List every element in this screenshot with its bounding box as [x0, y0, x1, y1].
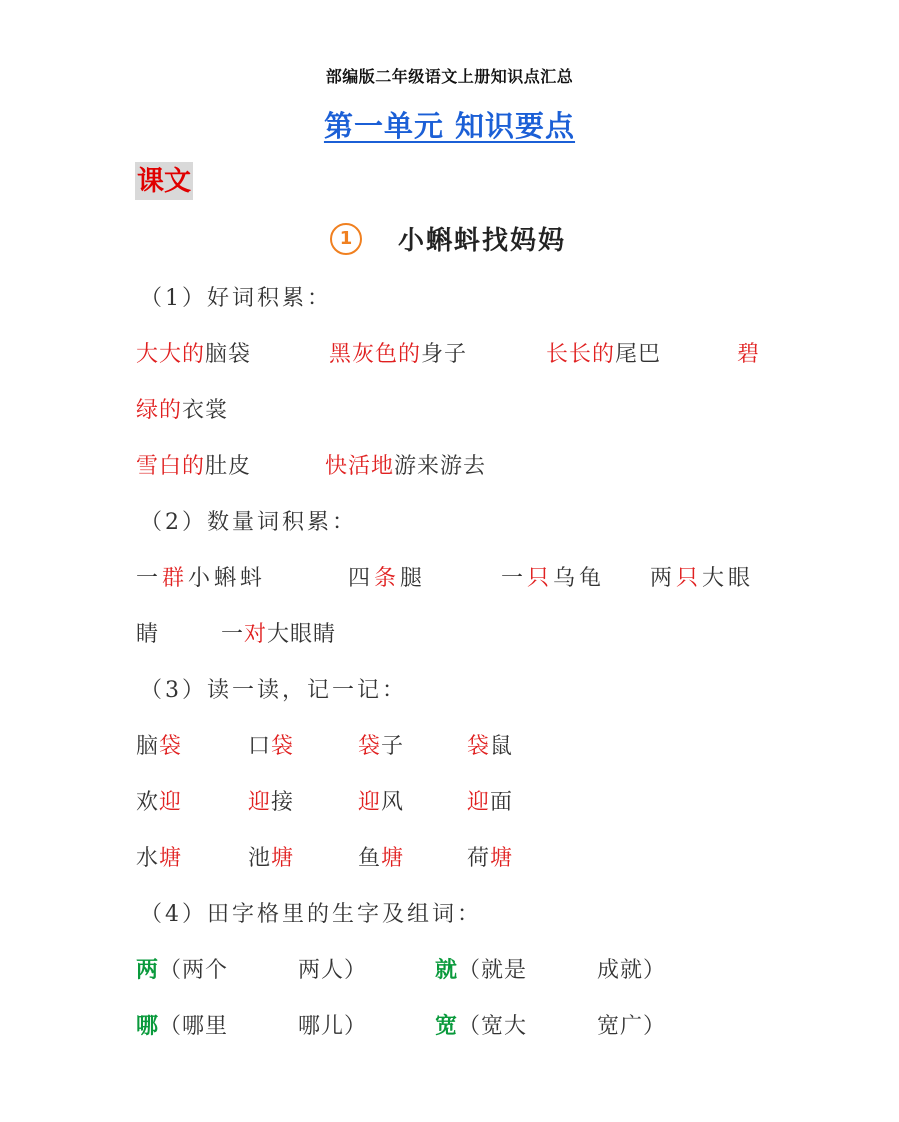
- target-char: 迎: [248, 790, 272, 815]
- phrase-part: 荷: [467, 846, 491, 871]
- phrase-item: [358, 841, 404, 872]
- target-char: 塘: [271, 846, 295, 871]
- phrase-item: [248, 785, 294, 816]
- numeral: 睛: [136, 622, 160, 647]
- word-noun: 游来游去: [394, 454, 487, 479]
- numeral: 一: [136, 566, 163, 591]
- target-char: 塘: [490, 846, 514, 871]
- phrase-part: 风: [381, 790, 405, 815]
- measure-word-item: [501, 561, 605, 592]
- vocab-group: [136, 953, 228, 984]
- phrase-part: 接: [271, 790, 295, 815]
- lesson-title: [330, 220, 566, 257]
- lesson-title-text: 小蝌蚪找妈妈: [398, 226, 567, 256]
- word-item: [546, 337, 661, 368]
- phrase-part: 水: [136, 846, 160, 871]
- word-noun: 脑袋: [205, 342, 252, 367]
- word-modifier: 快活地: [325, 454, 395, 479]
- target-char: 迎: [159, 790, 183, 815]
- phrase-item: [248, 841, 294, 872]
- word-modifier: 雪白的: [136, 454, 206, 479]
- vocab-word: 成就）: [597, 958, 667, 983]
- word-item: [737, 337, 760, 368]
- numeral: 四: [348, 566, 375, 591]
- word-modifier: 长长的: [546, 342, 616, 367]
- word-noun: 肚皮: [205, 454, 252, 479]
- new-character: 哪: [136, 1014, 160, 1039]
- phrase-item: [467, 841, 513, 872]
- phrase-item: [136, 729, 182, 760]
- word-item: [136, 337, 251, 368]
- target-char: 迎: [358, 790, 382, 815]
- new-character: 两: [136, 958, 160, 983]
- phrase-item: [467, 785, 513, 816]
- unit-heading[interactable]: [0, 104, 899, 145]
- noun: 大眼睛: [267, 622, 337, 647]
- vocab-word: （宽大: [458, 1014, 528, 1039]
- word-modifier: 绿的: [136, 398, 183, 423]
- phrase-part: 鱼: [358, 846, 382, 871]
- vocab-group: [435, 1009, 527, 1040]
- noun: 大眼: [702, 566, 755, 591]
- section-3-heading: （3）读一读，记一记：: [140, 678, 407, 703]
- new-character: 宽: [435, 1014, 459, 1039]
- measure-word: 只: [527, 566, 554, 591]
- section-2-heading: （2）数量词积累：: [140, 510, 357, 535]
- target-char: 袋: [159, 734, 183, 759]
- word-modifier: 大大的: [136, 342, 206, 367]
- vocab-group: [136, 1009, 228, 1040]
- document-title: 部编版二年级语文上册知识点汇总: [325, 67, 574, 86]
- measure-word-item: [221, 617, 336, 648]
- new-character: 就: [435, 958, 459, 983]
- vocab-word: （两个: [159, 958, 229, 983]
- word-item: [325, 449, 486, 480]
- section-label-texts: 课文: [135, 162, 193, 200]
- phrase-part: 鼠: [490, 734, 514, 759]
- vocab-word: 两人）: [298, 958, 368, 983]
- phrase-part: 欢: [136, 790, 160, 815]
- word-noun: 身子: [421, 342, 468, 367]
- word-noun: 尾巴: [615, 342, 662, 367]
- measure-word: 对: [244, 622, 268, 647]
- target-char: 塘: [159, 846, 183, 871]
- numeral: 两: [650, 566, 677, 591]
- measure-word: 只: [676, 566, 703, 591]
- noun: 乌龟: [553, 566, 606, 591]
- phrase-part: 池: [248, 846, 272, 871]
- measure-word-item: [650, 561, 754, 592]
- phrase-part: 面: [490, 790, 514, 815]
- phrase-item: [358, 785, 404, 816]
- measure-word-item: [136, 617, 159, 648]
- vocab-word: （就是: [458, 958, 528, 983]
- phrase-item: [136, 841, 182, 872]
- target-char: 袋: [271, 734, 295, 759]
- vocab-word: 哪儿）: [298, 1014, 368, 1039]
- section-1-heading: （1）好词积累：: [140, 286, 332, 311]
- measure-word: 条: [374, 566, 401, 591]
- word-modifier: 黑灰色的: [329, 342, 422, 367]
- target-char: 塘: [381, 846, 405, 871]
- vocab-group: [435, 953, 527, 984]
- phrase-item: [136, 785, 182, 816]
- unit-heading-link[interactable]: 第一单元 知识要点: [323, 109, 576, 143]
- word-modifier: 碧: [737, 342, 761, 367]
- target-char: 袋: [358, 734, 382, 759]
- word-item: [329, 337, 467, 368]
- phrase-part: 脑: [136, 734, 160, 759]
- numeral: 一: [501, 566, 528, 591]
- measure-word: 群: [162, 566, 189, 591]
- phrase-part: 子: [381, 734, 405, 759]
- measure-word-item: [136, 561, 266, 592]
- target-char: 迎: [467, 790, 491, 815]
- section-4-heading: （4）田字格里的生字及组词：: [140, 902, 482, 927]
- target-char: 袋: [467, 734, 491, 759]
- phrase-item: [248, 729, 294, 760]
- vocab-word: （哪里: [159, 1014, 229, 1039]
- phrase-item: [467, 729, 513, 760]
- phrase-part: 口: [248, 734, 272, 759]
- noun: 小蝌蚪: [188, 566, 267, 591]
- word-item: [136, 393, 228, 424]
- word-noun: 衣裳: [182, 398, 229, 423]
- noun: 腿: [400, 566, 427, 591]
- word-item: [136, 449, 251, 480]
- numeral: 一: [221, 622, 245, 647]
- phrase-item: [358, 729, 404, 760]
- vocab-word: 宽广）: [597, 1014, 667, 1039]
- measure-word-item: [348, 561, 426, 592]
- lesson-number-badge: 1: [330, 223, 362, 255]
